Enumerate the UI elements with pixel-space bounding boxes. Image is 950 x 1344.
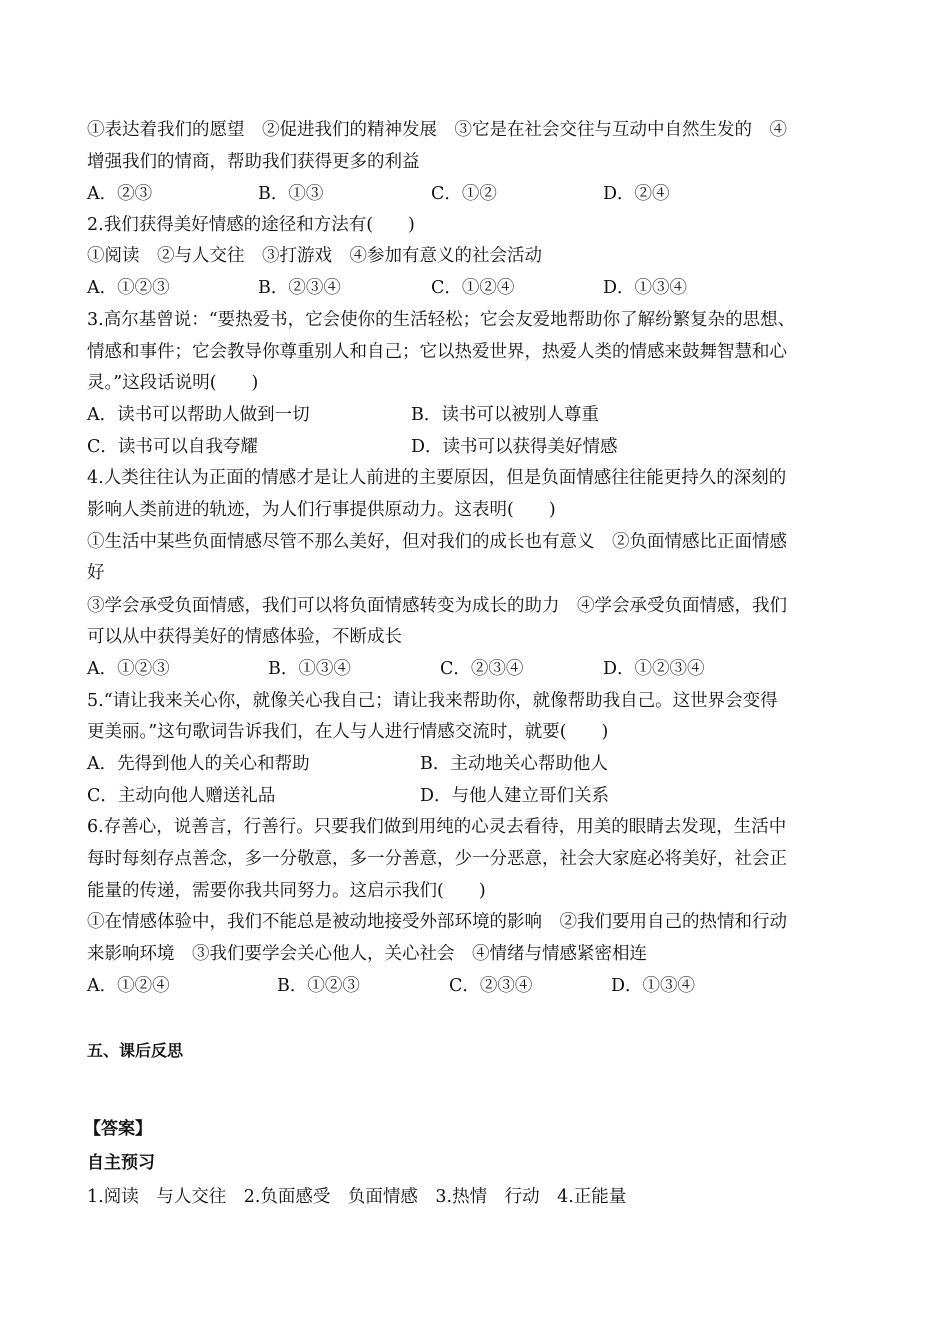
q5-question-line1: 5.“请让我来关心你，就像关心我自己；请让我来帮助你，就像帮助我自己。这世界会变得 bbox=[87, 691, 778, 711]
q5-question-line2: 更美丽。”这句歌词告诉我们，在人与人进行情感交流时，就要( ) bbox=[87, 722, 609, 742]
q3-option-a: A．读书可以帮助人做到一切 bbox=[87, 405, 310, 425]
answers-subheading: 自主预习 bbox=[87, 1153, 155, 1173]
q5-option-a: A．先得到他人的关心和帮助 bbox=[87, 754, 310, 774]
q1-option-a: A．②③ bbox=[87, 184, 153, 204]
q6-question-line3: 能量的传递，需要你我共同努力。这启示我们( ) bbox=[87, 881, 486, 901]
q3-option-b: B．读书可以被别人尊重 bbox=[411, 405, 599, 425]
answers-heading: 【答案】 bbox=[84, 1119, 152, 1139]
q5-option-b: B．主动地关心帮助他人 bbox=[420, 754, 608, 774]
q6-statements-line1: ①在情感体验中，我们不能总是被动地接受外部环境的影响 ②我们要用自己的热情和行动 bbox=[87, 912, 787, 932]
q5-option-d: D．与他人建立哥们关系 bbox=[420, 786, 610, 806]
answers-line: 1.阅读 与人交往 2.负面感受 负面情感 3.热情 行动 4.正能量 bbox=[87, 1187, 627, 1207]
q4-statements-line3: ③学会承受负面情感，我们可以将负面情感转变为成长的助力 ④学会承受负面情感，我们 bbox=[87, 596, 787, 616]
q3-question-line3: 灵。”这段话说明( ) bbox=[87, 373, 259, 393]
q2-statements: ①阅读 ②与人交往 ③打游戏 ④参加有意义的社会活动 bbox=[87, 246, 542, 266]
q4-statements-line4: 可以从中获得美好的情感体验，不断成长 bbox=[87, 627, 402, 647]
q6-option-a: A．①②④ bbox=[87, 976, 170, 996]
q3-question-line2: 情感和事件；它会教导你尊重别人和自己；它以热爱世界，热爱人类的情感来鼓舞智慧和心 bbox=[87, 342, 787, 362]
q3-option-c: C．读书可以自我夸耀 bbox=[87, 437, 258, 457]
q4-question-line2: 影响人类前进的轨迹，为人们行事提供原动力。这表明( ) bbox=[87, 500, 556, 520]
q4-statements-line2: 好 bbox=[87, 563, 105, 583]
q1-option-c: C．①② bbox=[431, 184, 497, 204]
q4-option-d: D．①②③④ bbox=[603, 659, 705, 679]
q1-statements-line2: 增强我们的情商，帮助我们获得更多的利益 bbox=[87, 152, 420, 172]
q2-option-c: C．①②④ bbox=[431, 278, 515, 298]
q5-option-c: C．主动向他人赠送礼品 bbox=[87, 786, 276, 806]
q6-question-line2: 每时每刻存点善念，多一分敬意，多一分善意，少一分恶意，社会大家庭必将美好，社会正 bbox=[87, 849, 787, 869]
q4-question-line1: 4.人类往往认为正面的情感才是让人前进的主要原因，但是负面情感往往能更持久的深刻的 bbox=[87, 468, 787, 488]
q6-option-b: B．①②③ bbox=[277, 976, 360, 996]
q6-statements-line2: 来影响环境 ③我们要学会关心他人，关心社会 ④情绪与情感紧密相连 bbox=[87, 944, 647, 964]
section5-heading: 五、课后反思 bbox=[87, 1041, 184, 1060]
q3-option-d: D．读书可以获得美好情感 bbox=[411, 437, 618, 457]
q2-option-a: A．①②③ bbox=[87, 278, 170, 298]
q4-option-c: C．②③④ bbox=[440, 659, 524, 679]
q4-option-b: B．①③④ bbox=[268, 659, 351, 679]
q6-option-c: C．②③④ bbox=[449, 976, 533, 996]
q1-statements-line1: ①表达着我们的愿望 ②促进我们的精神发展 ③它是在社会交往与互动中自然生发的 ④ bbox=[87, 120, 787, 140]
q2-question: 2.我们获得美好情感的途径和方法有( ) bbox=[87, 215, 415, 235]
q1-option-b: B．①③ bbox=[258, 184, 324, 204]
q4-option-a: A．①②③ bbox=[87, 659, 170, 679]
q1-option-d: D．②④ bbox=[603, 184, 670, 204]
q6-option-d: D．①③④ bbox=[611, 976, 696, 996]
q2-option-b: B．②③④ bbox=[258, 278, 341, 298]
q6-question-line1: 6.存善心，说善言，行善行。只要我们做到用纯的心灵去看待，用美的眼睛去发现，生活中 bbox=[87, 817, 787, 837]
q3-question-line1: 3.高尔基曾说：“要热爱书，它会使你的生活轻松；它会友爱地帮助你了解纷繁复杂的思想、 bbox=[87, 310, 796, 330]
q4-statements-line1: ①生活中某些负面情感尽管不那么美好，但对我们的成长也有意义 ②负面情感比正面情感 bbox=[87, 532, 787, 552]
q2-option-d: D．①③④ bbox=[603, 278, 688, 298]
